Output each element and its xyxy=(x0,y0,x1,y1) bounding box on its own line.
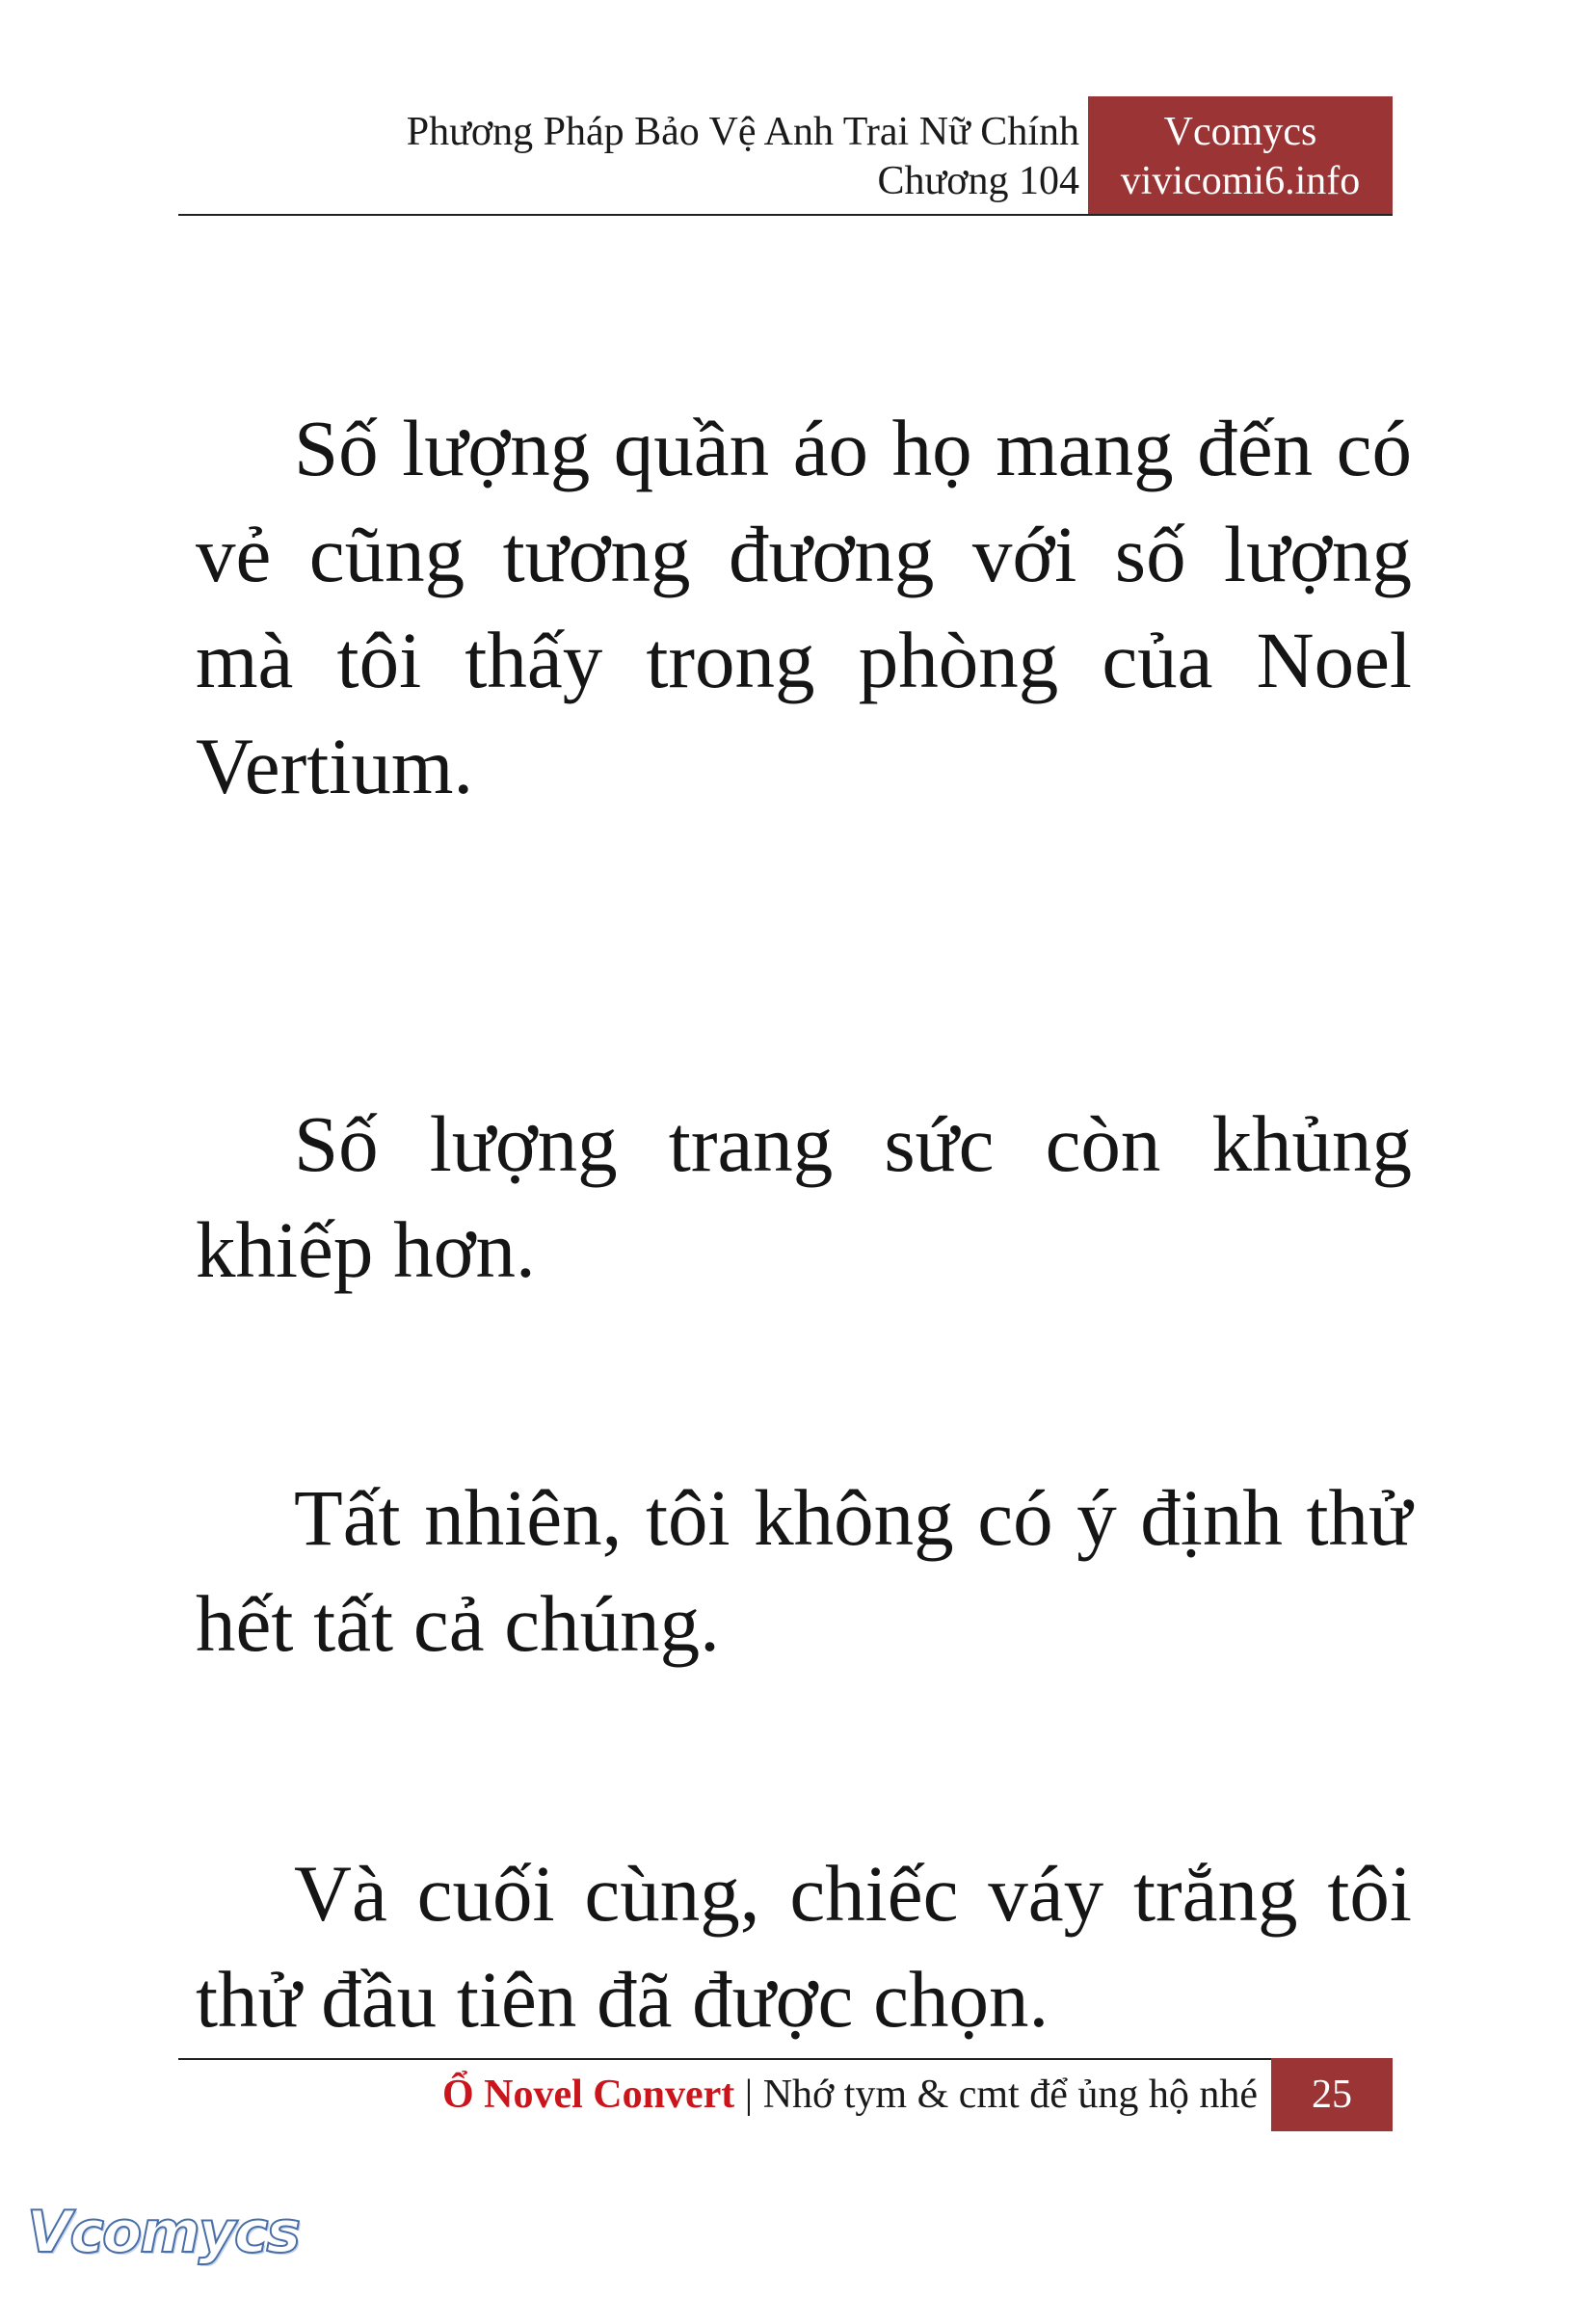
chapter-label: Chương 104 xyxy=(877,159,1079,203)
footer-note xyxy=(442,2070,1258,2120)
footer-divider xyxy=(178,2058,1393,2060)
paragraph: Tất nhiên, tôi không có ý định thử hết tất cả chúng. xyxy=(196,1473,1412,1668)
header-title-block xyxy=(407,108,1079,206)
site-name: Vcomycs xyxy=(1163,110,1317,154)
header-divider xyxy=(178,214,1393,216)
paragraph: Và cuối cùng, chiếc váy trắng tôi thử đầu tiên đã được chọn. xyxy=(196,1849,1412,2044)
paragraph: Số lượng trang sức còn khủng khiếp hơn. xyxy=(196,1099,1412,1294)
book-title: Phương Pháp Bảo Vệ Anh Trai Nữ Chính xyxy=(406,110,1079,154)
footer-message: Nhớ tym & cmt để ủng hộ nhé xyxy=(762,2073,1258,2117)
watermark-logo: Vcomycs xyxy=(27,2199,300,2266)
footer-brand: Ổ Novel Convert xyxy=(441,2073,735,2117)
site-url: vivicomi6.info xyxy=(1120,159,1361,203)
page-header xyxy=(178,96,1393,216)
page-footer xyxy=(178,2058,1393,2131)
footer-separator: | xyxy=(734,2073,763,2117)
chapter-body xyxy=(196,395,1412,2324)
page-number: 25 xyxy=(1271,2058,1393,2131)
paragraph: Số lượng quần áo họ mang đến có vẻ cũng tương đương với số lượng mà tôi thấy trong phòng của Noel Vertium. xyxy=(196,404,1412,810)
site-badge xyxy=(1088,96,1393,216)
